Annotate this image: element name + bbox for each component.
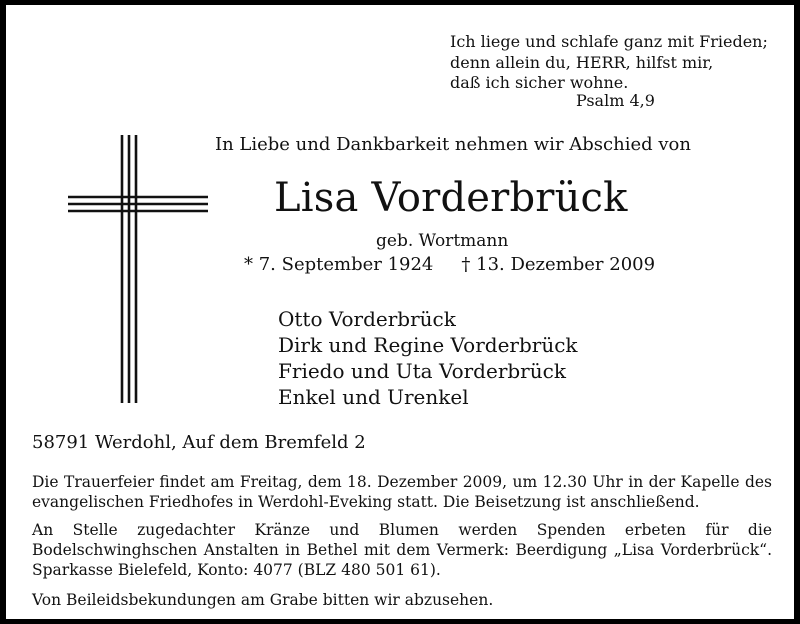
psalm-reference: Psalm 4,9 (576, 91, 655, 110)
mourner-4: Enkel und Urenkel (278, 385, 469, 409)
funeral-paragraph: Die Trauerfeier findet am Freitag, dem 18. Dezember 2009, um 12.30 Uhr in der Kapelle des evangelischen Friedhofes in Werdohl-Eveking statt. Die Beisetzung ist anschließend. (32, 473, 772, 511)
intro-text: In Liebe und Dankbarkeit nehmen wir Abschied von (215, 134, 691, 155)
mourner-1: Otto Vorderbrück (278, 307, 456, 331)
cross-icon (68, 135, 208, 403)
psalm-line-3: daß ich sicher wohne. (450, 73, 629, 92)
maiden-name: geb. Wortmann (376, 231, 509, 251)
address: 58791 Werdohl, Auf dem Bremfeld 2 (32, 432, 366, 453)
psalm-line-2: denn allein du, HERR, hilfst mir, (450, 53, 714, 72)
donations-paragraph: An Stelle zugedachter Kränze und Blumen werden Spenden erbeten für die Bodelschwinghschen Anstalten in Bethel mit dem Vermerk: Beerdigung „Lisa Vorderbrück“. Sparkasse Bielefeld, Konto: 4077 (BLZ 480 501 61). (32, 521, 772, 579)
mourner-3: Friedo und Uta Vorderbrück (278, 359, 566, 383)
mourner-2: Dirk und Regine Vorderbrück (278, 333, 578, 357)
death-date: † 13. Dezember 2009 (461, 254, 656, 275)
psalm-line-1: Ich liege und schlafe ganz mit Frieden; (450, 32, 768, 51)
life-dates (244, 254, 655, 275)
birth-date: * 7. September 1924 (244, 254, 434, 275)
condolences-paragraph: Von Beileidsbekundungen am Grabe bitten wir abzusehen. (32, 591, 494, 609)
deceased-name: Lisa Vorderbrück (274, 175, 628, 221)
